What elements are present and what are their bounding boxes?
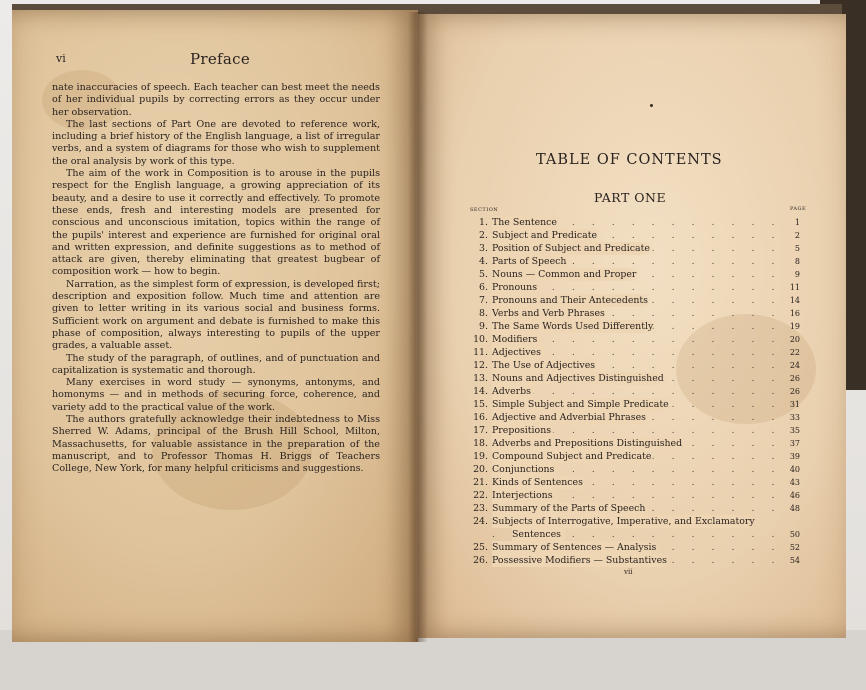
toc-entry-title: Subjects of Interrogative, Imperative, and Exclamatory xyxy=(492,515,761,528)
toc-entry-number: 26. xyxy=(473,555,488,566)
toc-entry-title: Parts of Speech xyxy=(492,255,572,268)
preface-heading: Preface xyxy=(190,50,251,68)
toc-entry-title: Adjectives xyxy=(492,346,547,359)
toc-entry xyxy=(466,489,800,502)
toc-entry-page: 16 xyxy=(789,309,800,318)
toc-entry-number: 2. xyxy=(479,230,488,241)
toc-entry-page: 40 xyxy=(789,465,800,474)
toc-entry-page: 31 xyxy=(789,400,800,409)
toc-entry-page: 14 xyxy=(789,296,800,305)
toc-entry xyxy=(466,320,800,333)
toc-entry-title: Modifiers xyxy=(492,333,543,346)
toc-entry-number: 24. xyxy=(473,516,488,527)
toc-entry-page: 22 xyxy=(789,348,800,357)
toc-entry xyxy=(466,229,800,242)
toc-entry-number: 15. xyxy=(473,399,488,410)
toc-entry-number: 10. xyxy=(473,334,488,345)
toc-entry-page: 46 xyxy=(789,491,800,500)
toc-entry xyxy=(466,372,800,385)
toc-entry-page: 43 xyxy=(789,478,800,487)
preface-paragraph: Narration, as the simplest form of expression, is developed first; description and exposition follow. Much time and attention are given to letter writing in its various social and business forms. Sufficient work on argument and debate is furnished to make this phase of composition, always interesting to pupils of the upper grades, a valuable asset. xyxy=(52,278,380,352)
toc-entry-page: 26 xyxy=(789,387,800,396)
toc-entry-number: 5. xyxy=(479,269,488,280)
toc-entry-page: 1 xyxy=(794,218,800,227)
toc-entry-page: 39 xyxy=(789,452,800,461)
page-number-left: vi xyxy=(56,52,66,65)
toc-entry-number: 23. xyxy=(473,503,488,514)
toc-entry xyxy=(466,424,800,437)
toc-entry-page: 2 xyxy=(794,231,800,240)
toc-entry-title: Compound Subject and Predicate xyxy=(492,450,657,463)
toc-entry-number: 22. xyxy=(473,490,488,501)
toc-entry-page: 26 xyxy=(789,374,800,383)
preface-paragraph: The last sections of Part One are devoted to reference work, including a brief history of the English language, a list of irregular verbs, and a system of diagrams for those who wish to supplement the oral analysis by work of this type. xyxy=(52,118,380,167)
toc-entry xyxy=(466,242,800,255)
toc-entry xyxy=(466,515,800,528)
toc-entry-title: Sentences xyxy=(512,528,567,541)
toc-entry-number: 6. xyxy=(479,282,488,293)
toc-entry xyxy=(466,385,800,398)
toc-entry-number: 19. xyxy=(473,451,488,462)
toc-page-label: PAGE xyxy=(790,206,807,212)
toc-list xyxy=(466,216,800,567)
toc-entry-title: Pronouns and Their Antecedents xyxy=(492,294,654,307)
toc-entry xyxy=(466,255,800,268)
toc-entry-title: Pronouns xyxy=(492,281,543,294)
toc-entry-number: 20. xyxy=(473,464,488,475)
toc-entry xyxy=(466,502,800,515)
toc-entry-page: 19 xyxy=(789,322,800,331)
toc-entry xyxy=(466,268,800,281)
toc-entry xyxy=(466,437,800,450)
toc-entry xyxy=(466,333,800,346)
toc-entry xyxy=(466,450,800,463)
toc-entry-page: 24 xyxy=(789,361,800,370)
toc-entry-title: The Use of Adjectives xyxy=(492,359,601,372)
toc-entry-page: 50 xyxy=(789,530,800,539)
preface-paragraph: The aim of the work in Composition is to arouse in the pupils respect for the English language, a growing appreciation of its beauty, and a desire to use it correctly and effectively. To promote these ends, fresh and interesting models are presented for conscious and unconscious imitation, topics within the range of the pupils' interest and experience are furnished for original oral and written expression, and definite suggestions as to method of attack are given, thereby eliminating that greatest bugbear of composition work — how to begin. xyxy=(52,168,380,278)
toc-entry-title: Nouns and Adjectives Distinguished xyxy=(492,372,670,385)
toc-entry-page: 52 xyxy=(789,543,800,552)
toc-entry-number: 4. xyxy=(479,256,488,267)
toc-section-label: SECTION xyxy=(470,207,499,213)
toc-entry xyxy=(466,294,800,307)
book-gutter xyxy=(408,12,428,642)
toc-entry-number: 17. xyxy=(473,425,488,436)
toc-title: TABLE OF CONTENTS xyxy=(536,152,723,168)
preface-paragraph: The authors gratefully acknowledge their indebtedness to Miss Sherred W. Adams, principal of the Brush Hill School, Milton, Massachusetts, for valuable assistance in the preparation of the manuscript, and to Professor Thomas H. Briggs of Teachers College, New York, for many helpful criticisms and suggestions. xyxy=(52,414,380,475)
preface-body xyxy=(52,82,380,476)
toc-entry-number: 7. xyxy=(479,295,488,306)
toc-entry-number: 9. xyxy=(479,321,488,332)
toc-entry-number: 1. xyxy=(479,217,488,228)
toc-entry-title: Interjections xyxy=(492,489,559,502)
toc-entry xyxy=(466,463,800,476)
toc-entry-number: 12. xyxy=(473,360,488,371)
toc-entry-title: Possessive Modifiers — Substantives xyxy=(492,554,673,567)
page-number-right: vii xyxy=(624,568,633,576)
toc-entry-page: 8 xyxy=(794,257,800,266)
toc-entry-number: 8. xyxy=(479,308,488,319)
toc-entry-number: 3. xyxy=(479,243,488,254)
toc-entry-title: Summary of Sentences — Analysis xyxy=(492,541,662,554)
toc-entry-page: 35 xyxy=(789,426,800,435)
toc-entry xyxy=(466,307,800,320)
toc-entry-title: Nouns — Common and Proper xyxy=(492,268,642,281)
toc-entry-title: Conjunctions xyxy=(492,463,560,476)
toc-entry-number: 21. xyxy=(473,477,488,488)
toc-entry xyxy=(466,476,800,489)
toc-entry-title: Adverbs and Prepositions Distinguished xyxy=(492,437,688,450)
toc-entry-title: Adjective and Adverbial Phrases xyxy=(492,411,652,424)
toc-entry-title: Position of Subject and Predicate xyxy=(492,242,656,255)
toc-entry xyxy=(466,528,800,541)
toc-entry xyxy=(466,411,800,424)
toc-entry-title: Subject and Predicate xyxy=(492,229,603,242)
toc-entry-number: 13. xyxy=(473,373,488,384)
toc-entry-page: 33 xyxy=(789,413,800,422)
toc-entry-number: 16. xyxy=(473,412,488,423)
toc-entry xyxy=(466,359,800,372)
toc-entry-number: 11. xyxy=(473,347,488,358)
preface-paragraph: The study of the paragraph, of outlines, and of punctuation and capitalization is systematic and thorough. xyxy=(52,352,380,376)
toc-entry xyxy=(466,281,800,294)
toc-entry-page: 37 xyxy=(789,439,800,448)
toc-entry-title: Adverbs xyxy=(492,385,537,398)
toc-entry-page: 5 xyxy=(794,244,800,253)
toc-entry-page: 9 xyxy=(794,270,800,279)
toc-entry-number: 14. xyxy=(473,386,488,397)
toc-entry-title: The Same Words Used Differently xyxy=(492,320,659,333)
toc-entry-page: 48 xyxy=(789,504,800,513)
toc-entry-title: Simple Subject and Simple Predicate xyxy=(492,398,675,411)
toc-entry xyxy=(466,541,800,554)
toc-entry-title: Verbs and Verb Phrases xyxy=(492,307,611,320)
preface-paragraph: nate inaccuracies of speech. Each teacher can best meet the needs of her individual pupils by correcting errors as they occur under her observation. xyxy=(52,82,380,118)
toc-entry-page: 20 xyxy=(789,335,800,344)
preface-paragraph: Many exercises in word study — synonyms, antonyms, and homonyms — and in methods of securing force, coherence, and variety add to the practical value of the work. xyxy=(52,377,380,413)
toc-entry-title: Summary of the Parts of Speech xyxy=(492,502,651,515)
toc-entry-title: The Sentence xyxy=(492,216,563,229)
toc-entry-number: 18. xyxy=(473,438,488,449)
toc-entry-number: 25. xyxy=(473,542,488,553)
ink-speck xyxy=(650,104,653,107)
toc-entry-page: 11 xyxy=(789,283,800,292)
toc-entry xyxy=(466,346,800,359)
toc-entry-title: Kinds of Sentences xyxy=(492,476,589,489)
toc-entry xyxy=(466,554,800,567)
toc-entry-title: Prepositions xyxy=(492,424,557,437)
toc-entry-page: 54 xyxy=(789,556,800,565)
toc-part-heading: PART ONE xyxy=(594,190,667,205)
toc-entry xyxy=(466,216,800,229)
toc-entry xyxy=(466,398,800,411)
